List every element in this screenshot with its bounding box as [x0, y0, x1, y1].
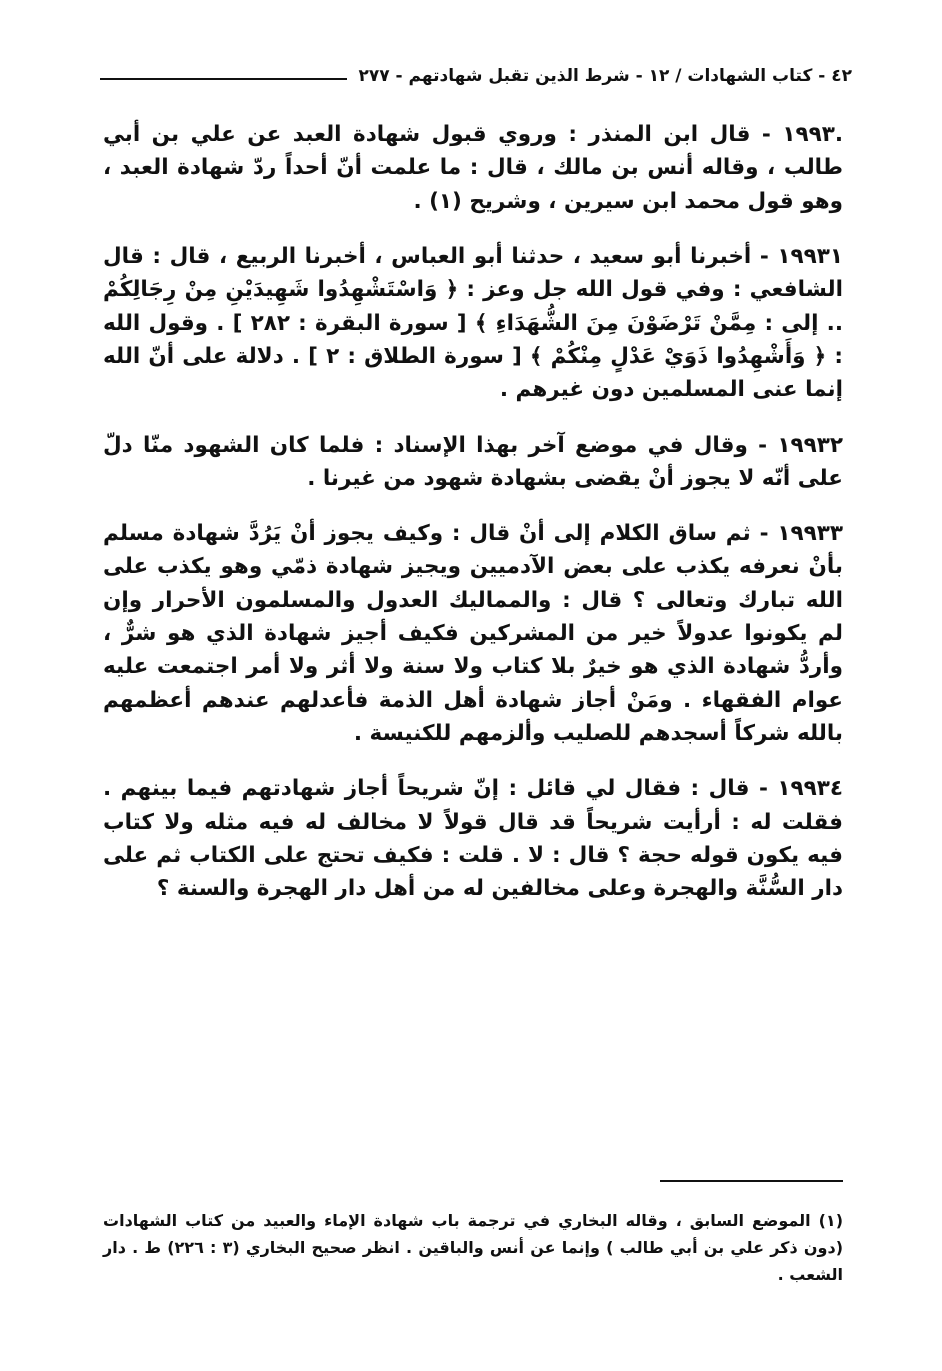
running-header: [100, 58, 852, 94]
paragraph-number: ١٩٩٣٣: [777, 521, 843, 547]
paragraph-text: - أخبرنا أبو سعيد ، حدثنا أبو العباس ، أخبرنا الربيع ، قال : قال الشافعي : وفي قول الله جل وعز : ﴿ وَاسْتَشْهِدُوا شَهِيدَيْنِ مِنْ رِجَالِكُمْ .. إلى : مِمَّنْ تَرْضَوْنَ مِنَ الشُّهَدَاءِ ﴾ [ سورة البقرة : ٢٨٢ ] . وقول الله : ﴿ وَأَشْهِدُوا ذَوَيْ عَدْلٍ مِنْكُمْ ﴾ [ سورة الطلاق : ٢ ] . دلالة على أنّ الله إنما عنى المسلمين دون غيرهم .: [103, 243, 843, 403]
paragraph: [103, 240, 843, 407]
paragraph: [103, 772, 843, 905]
running-title: ٤٢ - كتاب الشهادات / ١٢ - شرط الذين تقبل شهادتهم - ٢٧٧: [358, 66, 852, 86]
paragraph-number: ١٩٩٣٢: [777, 432, 843, 458]
paragraph-text: - ثم ساق الكلام إلى أنْ قال : وكيف يجوز أنْ يَرُدَّ شهادة مسلم بأنْ نعرفه يكذب على بعض الآدميين ويجيز شهادة ذمّي وهو يكذب على الله تبارك وتعالى ؟ قال : والمماليك العدول والمسلمون الأحرار وإن لم يكونوا عدولاً خير من المشركين فكيف أجيز شهادة الذي هو شرٌّ ، وأردُّ شهادة الذي هو خيرٌ بلا كتاب ولا سنة ولا أثر ولا أمر اجتمعت عليه عوام الفقهاء . ومَنْ أجاز شهادة أهل الذمة فأعدلهم عندهم أعظمهم بالله شركاً أسجدهم للصليب وألزمهم للكنيسة .: [103, 521, 843, 746]
paragraph-text: - قال : فقال لي قائل : إنّ شريحاً أجاز شهادتهم فيما بينهم . فقلت له : أرأيت شريحاً قد قال قولاً لا مخالف له فيه مثله ولا كتاب فيه يكون قوله حجة ؟ قال : لا . قلت : فكيف تحتج على الكتاب ثم على دار السُّنَّة والهجرة وعلى مخالفين له من أهل دار الهجرة والسنة ؟: [103, 776, 843, 902]
paragraph: [103, 429, 843, 496]
paragraph-number: ١٩٩٣١: [777, 243, 843, 269]
footnote-rule: [660, 1180, 843, 1182]
paragraph-text: - وقال في موضع آخر بهذا الإسناد : فلما كان الشهود منّا دلّ على أنّه لا يجوز أنْ يقضى بشهادة شهود من غيرنا .: [103, 432, 843, 491]
header-rule: [100, 78, 347, 80]
footnote: (١) الموضع السابق ، وقاله البخاري في ترجمة باب شهادة الإماء والعبيد من كتاب الشهادات (دون ذكر علي بن أبي طالب ) وإنما عن أنس والباقين . انظر صحيح البخاري (٣ : ٢٢٦) ط . دار الشعب .: [103, 1211, 844, 1285]
paragraph-number: .١٩٩٣: [782, 122, 843, 147]
paragraph: [103, 118, 843, 218]
main-text: [103, 118, 843, 928]
paragraph-number: ١٩٩٣٤: [777, 776, 843, 802]
paragraph-text: - قال ابن المنذر : وروي قبول شهادة العبد عن علي بن أبي طالب ، وقاله أنس بن مالك ، قال : ما علمت أنّ أحداً ردّ شهادة العبد ، وهو قول محمد ابن سيرين ، وشريح (١) .: [103, 122, 843, 214]
paragraph: [103, 517, 843, 750]
